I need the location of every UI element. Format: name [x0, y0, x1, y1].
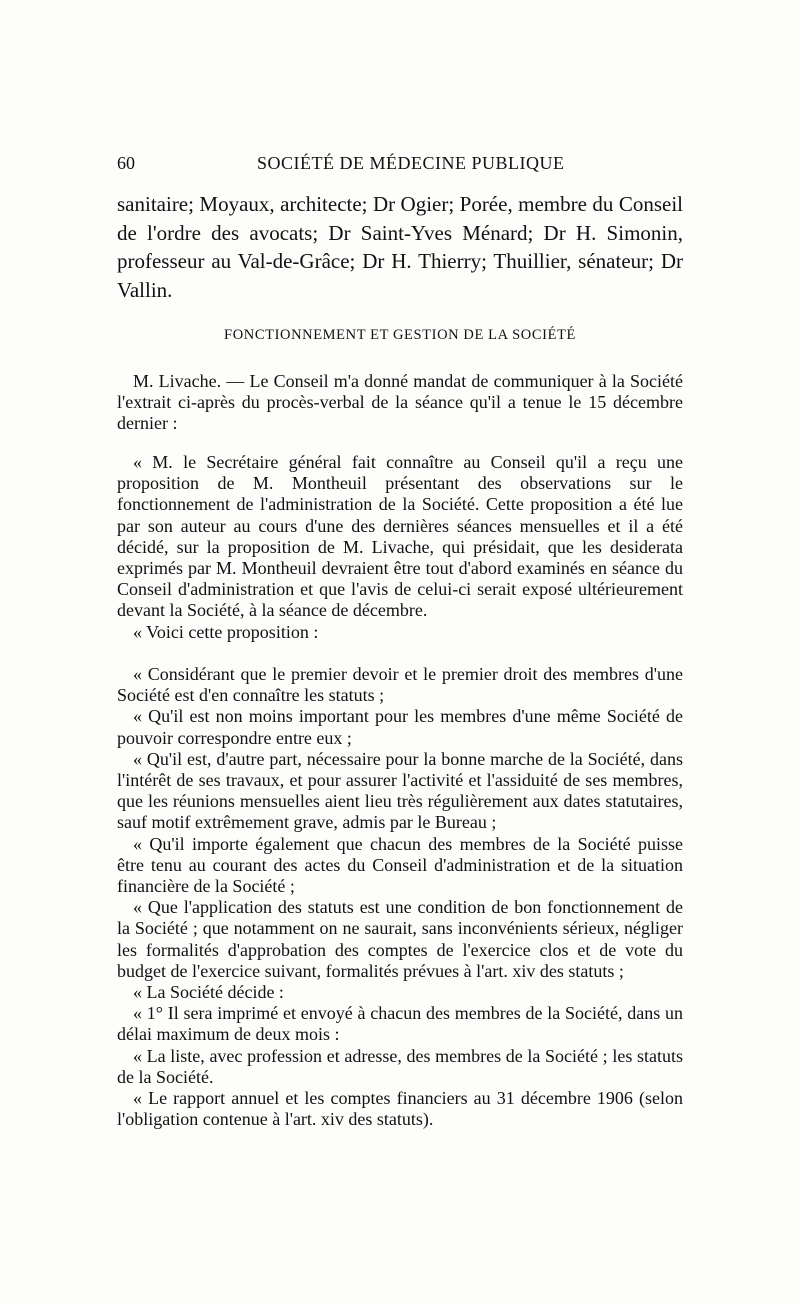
livache-paragraph	[117, 371, 683, 435]
paragraph: « Qu'il est, d'autre part, nécessaire pour la bonne marche de la Société, dans l'intérêt de ses travaux, et pour assurer l'activité et l'assiduité de ses membres, que les réunions mensuelles aient lieu très régulièrement aux dates statutaires, sauf motif extrêmement grave, admis par le Bureau ;	[117, 748, 683, 833]
paragraph: « Qu'il est non moins important pour les membres d'une même Société de pouvoir correspondre entre eux ;	[117, 706, 683, 748]
paragraph: « La liste, avec profession et adresse, des membres de la Société ; les statuts de la Société.	[117, 1045, 683, 1087]
paragraph: « La Société décide :	[133, 982, 284, 1003]
running-title: SOCIÉTÉ DE MÉDECINE PUBLIQUE	[257, 153, 565, 173]
running-header	[117, 153, 682, 179]
paragraph: « M. le Secrétaire général fait connaître au Conseil qu'il a reçu une proposition de M. Montheuil présentant des observations sur le fonctionnement de l'administration de la Société. Cette proposition a été lue par son auteur au cours d'une des dernières séances mensuelles et il a été décidé, sur la proposition de M. Livache, qui présidait, que les desiderata exprimés par M. Montheuil devraient être tout d'abord examinés en séance du Conseil d'administration et que l'avis de celui-ci serait exposé ultérieurement devant la Société, à la séance de décembre.	[117, 452, 683, 621]
page-number: 60	[117, 153, 135, 173]
paragraph: « Qu'il importe également que chacun des membres de la Société puisse être tenu au courant des actes du Conseil d'administration et de la situation financière de la Société ;	[117, 833, 683, 897]
paragraph: « Voici cette proposition :	[133, 621, 319, 642]
paragraph: « Que l'application des statuts est une condition de bon fonctionnement de la Société ; que notamment on ne saurait, sans inconvénients sérieux, négliger les formalités d'approbation des comptes de l'exercice clos et de vote du budget de l'exercice suivant, formalités prévues à l'art. xiv des statuts ;	[117, 897, 683, 981]
paragraph: « 1° Il sera imprimé et envoyé à chacun des membres de la Société, dans un délai maximum de deux mois :	[117, 1003, 683, 1045]
paragraph: « Considérant que le premier devoir et le premier droit des membres d'une Société est d'en connaître les statuts ;	[117, 664, 683, 706]
minutes-extract	[117, 452, 683, 643]
intro-paragraph: sanitaire; Moyaux, architecte; Dr Ogier; Porée, membre du Conseil de l'ordre des avocats; Dr Saint-Yves Ménard; Dr H. Simonin, professeur au Val-de-Grâce; Dr H. Thierry; Thuillier, sénateur; Dr Vallin.	[117, 192, 683, 302]
paragraph: M. Livache. — Le Conseil m'a donné mandat de communiquer à la Société l'extrait ci-après du procès-verbal de la séance qu'il a tenue le 15 décembre dernier :	[117, 371, 683, 434]
section-heading: FONCTIONNEMENT ET GESTION DE LA SOCIÉTÉ	[224, 327, 576, 343]
paragraph: « Le rapport annuel et les comptes financiers au 31 décembre 1906 (selon l'obligation contenue à l'art. xiv des statuts).	[117, 1088, 683, 1130]
proposition-text	[117, 664, 683, 1130]
